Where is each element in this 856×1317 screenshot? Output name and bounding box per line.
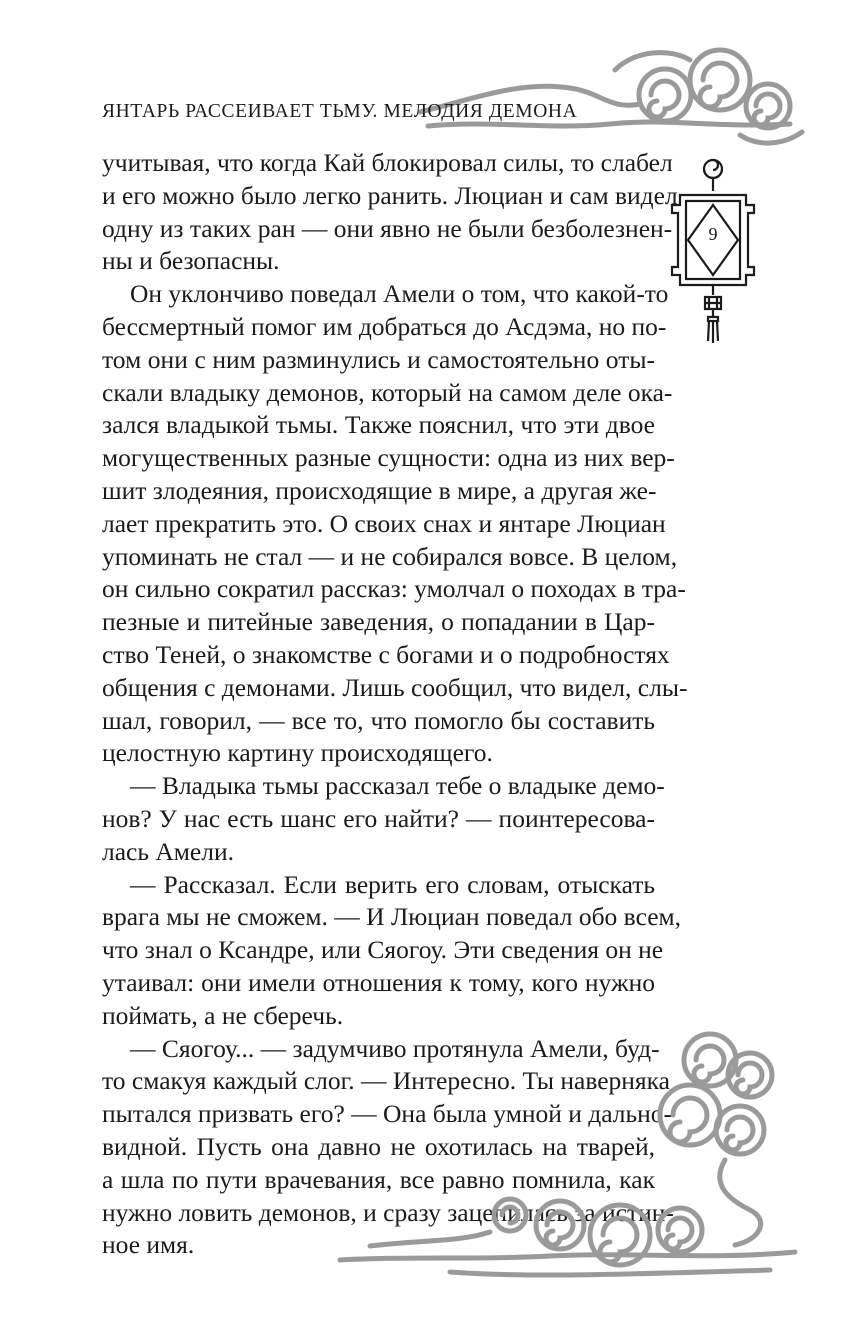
running-title: ЯНТАРЬ РАССЕИВАЕТ ТЬМУ. МЕЛОДИЯ ДЕМОНА (102, 101, 578, 122)
cloud-ornament-top (410, 40, 810, 160)
text-line: ное имя. (102, 1230, 195, 1260)
knot-pendant-frame-icon (668, 155, 758, 345)
text-line: учитывая, что когда Кай блокировал силы, то слабел (102, 148, 673, 177)
text-line: ны и безопасны. (102, 246, 280, 276)
text-line: и его можно было легко ранить. Люциан и сам видел (102, 180, 678, 210)
text-line: лась Амели. (102, 836, 234, 866)
text-line: шит злодеяния, происходящие в мире, а другая же- (102, 475, 657, 505)
text-line: упоминать не стал — и не собирался вовсе. В целом, (102, 541, 678, 571)
text-line: шал, говорил, — все то, что помогло бы составить (102, 705, 655, 735)
text-line: что знал о Ксандре, или Сяогоу. Эти сведения он не (102, 935, 664, 965)
text-line: нужно ловить демонов, и сразу зацепилась за истин- (102, 1197, 674, 1227)
cloud-ornament-bottom (330, 1020, 810, 1300)
text-line: видной. Пусть она давно не охотилась на тварей, (102, 1131, 655, 1161)
text-line: — Рассказал. Если верить его словам, отыскать (130, 869, 655, 899)
text-line: могущественных разные сущности: одна из них вер- (102, 443, 675, 473)
text-line: — Сяогоу... — задумчиво протянула Амели, буд- (130, 1033, 660, 1063)
text-line: врага мы не сможем. — И Люциан поведал обо всем, (102, 902, 682, 932)
text-line: — Владыка тьмы рассказал тебе о владыке демо- (130, 771, 665, 801)
text-line: ство Теней, о знакомстве с богами и о подробностях (102, 639, 670, 669)
text-line: а шла по пути врачевания, все равно помнила, как (102, 1164, 655, 1194)
text-line: бессмертный помог им добраться до Асдэма, но по- (102, 311, 667, 341)
text-line: пезные и питейные заведения, о попадании в Цар- (102, 607, 655, 637)
text-line: поймать, а не сберечь. (102, 1000, 344, 1030)
text-line: пытался призвать его? — Она была умной и дально- (102, 1099, 673, 1129)
text-line: общения с демонами. Лишь сообщил, что видел, слы- (102, 672, 688, 702)
text-line: лает прекратить это. О своих снах и янтаре Люциан (102, 508, 666, 538)
text-line: утаивал: они имели отношения к тому, кого нужно (102, 967, 655, 997)
text-line: Он уклончиво поведал Амели о том, что какой-то (130, 279, 669, 309)
page-number: 9 (708, 224, 718, 244)
text-line: одну из таких ран — они явно не были безболезнен- (102, 213, 673, 243)
text-line: скали владыку демонов, который на самом деле ока- (102, 377, 673, 407)
text-line: целостную картину происходящего. (102, 738, 493, 768)
text-line: зался владыкой тьмы. Также пояснил, что эти двое (102, 410, 655, 440)
text-line: то смакуя каждый слог. — Интересно. Ты наверняка (102, 1066, 670, 1096)
text-line: том они с ним разминулись и самостоятельно оты- (102, 344, 655, 374)
text-line: нов? У нас есть шанс его найти? — поинтересова- (102, 803, 655, 833)
text-line: он сильно сократил рассказ: умолчал о походах в тра- (102, 574, 686, 604)
